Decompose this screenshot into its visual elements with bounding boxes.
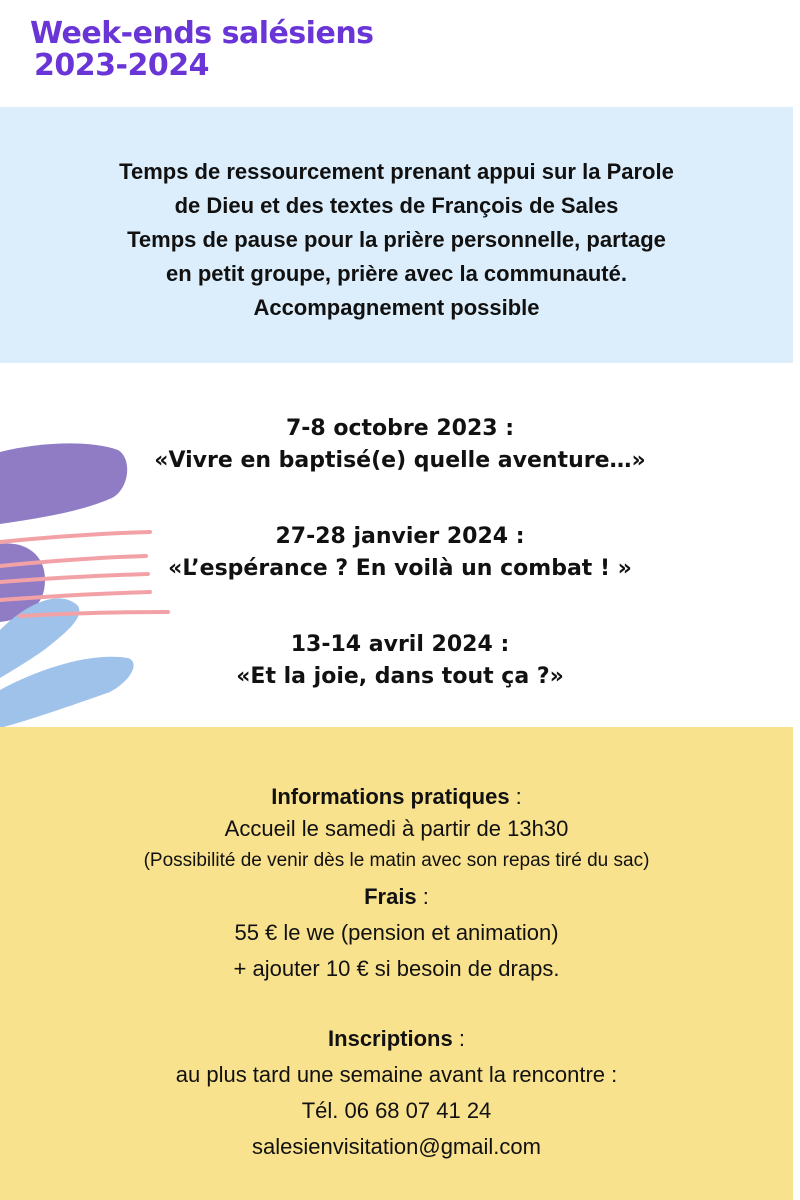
email-address: salesienvisitation@gmail.com <box>252 1134 541 1159</box>
fee-main: 55 € le we (pension et animation) <box>234 920 559 945</box>
event-date: 27-28 janvier 2024 : <box>275 524 525 549</box>
event-title: «L’espérance ? En voilà un combat ! » <box>168 556 632 581</box>
info-panel <box>0 727 793 1200</box>
event-title: «Vivre en baptisé(e) quelle aventure…» <box>154 448 646 473</box>
morning-note: (Possibilité de venir dès le matin avec son repas tiré du sac) <box>143 850 650 871</box>
intro-line: Accompagnement possible <box>253 295 540 320</box>
heading-colon: : <box>416 884 429 909</box>
fee-extra: + ajouter 10 € si besoin de draps. <box>233 956 560 981</box>
heading-colon: : <box>509 784 522 809</box>
title-line-2: 2023-2024 <box>34 48 209 83</box>
page-title <box>30 18 374 82</box>
intro-line: de Dieu et des textes de François de Sales <box>174 193 619 218</box>
event-date: 13-14 avril 2024 : <box>290 632 510 657</box>
fees-heading: Frais <box>364 884 417 909</box>
phone-number: Tél. 06 68 07 41 24 <box>301 1098 492 1123</box>
practical-info-heading-row <box>0 781 793 813</box>
intro-line: Temps de pause pour la prière personnelle, partage <box>127 227 666 252</box>
event-block <box>0 630 800 694</box>
registration-deadline: au plus tard une semaine avant la rencontre : <box>175 1062 618 1087</box>
intro-line: en petit groupe, prière avec la communauté. <box>166 261 627 286</box>
event-block <box>0 414 800 478</box>
fees-heading-row <box>0 881 793 913</box>
registration-heading: Inscriptions <box>328 1026 453 1051</box>
event-date: 7-8 octobre 2023 : <box>285 416 515 441</box>
event-title: «Et la joie, dans tout ça ?» <box>236 664 564 689</box>
welcome-time: Accueil le samedi à partir de 13h30 <box>224 816 569 841</box>
practical-info-heading: Informations pratiques <box>271 784 510 809</box>
intro-line: Temps de ressourcement prenant appui sur la Parole <box>119 159 674 184</box>
intro-panel <box>0 107 793 363</box>
registration-heading-row <box>0 1023 793 1055</box>
event-block <box>0 522 800 586</box>
heading-colon: : <box>452 1026 465 1051</box>
title-line-1: Week-ends salésiens <box>30 16 374 51</box>
